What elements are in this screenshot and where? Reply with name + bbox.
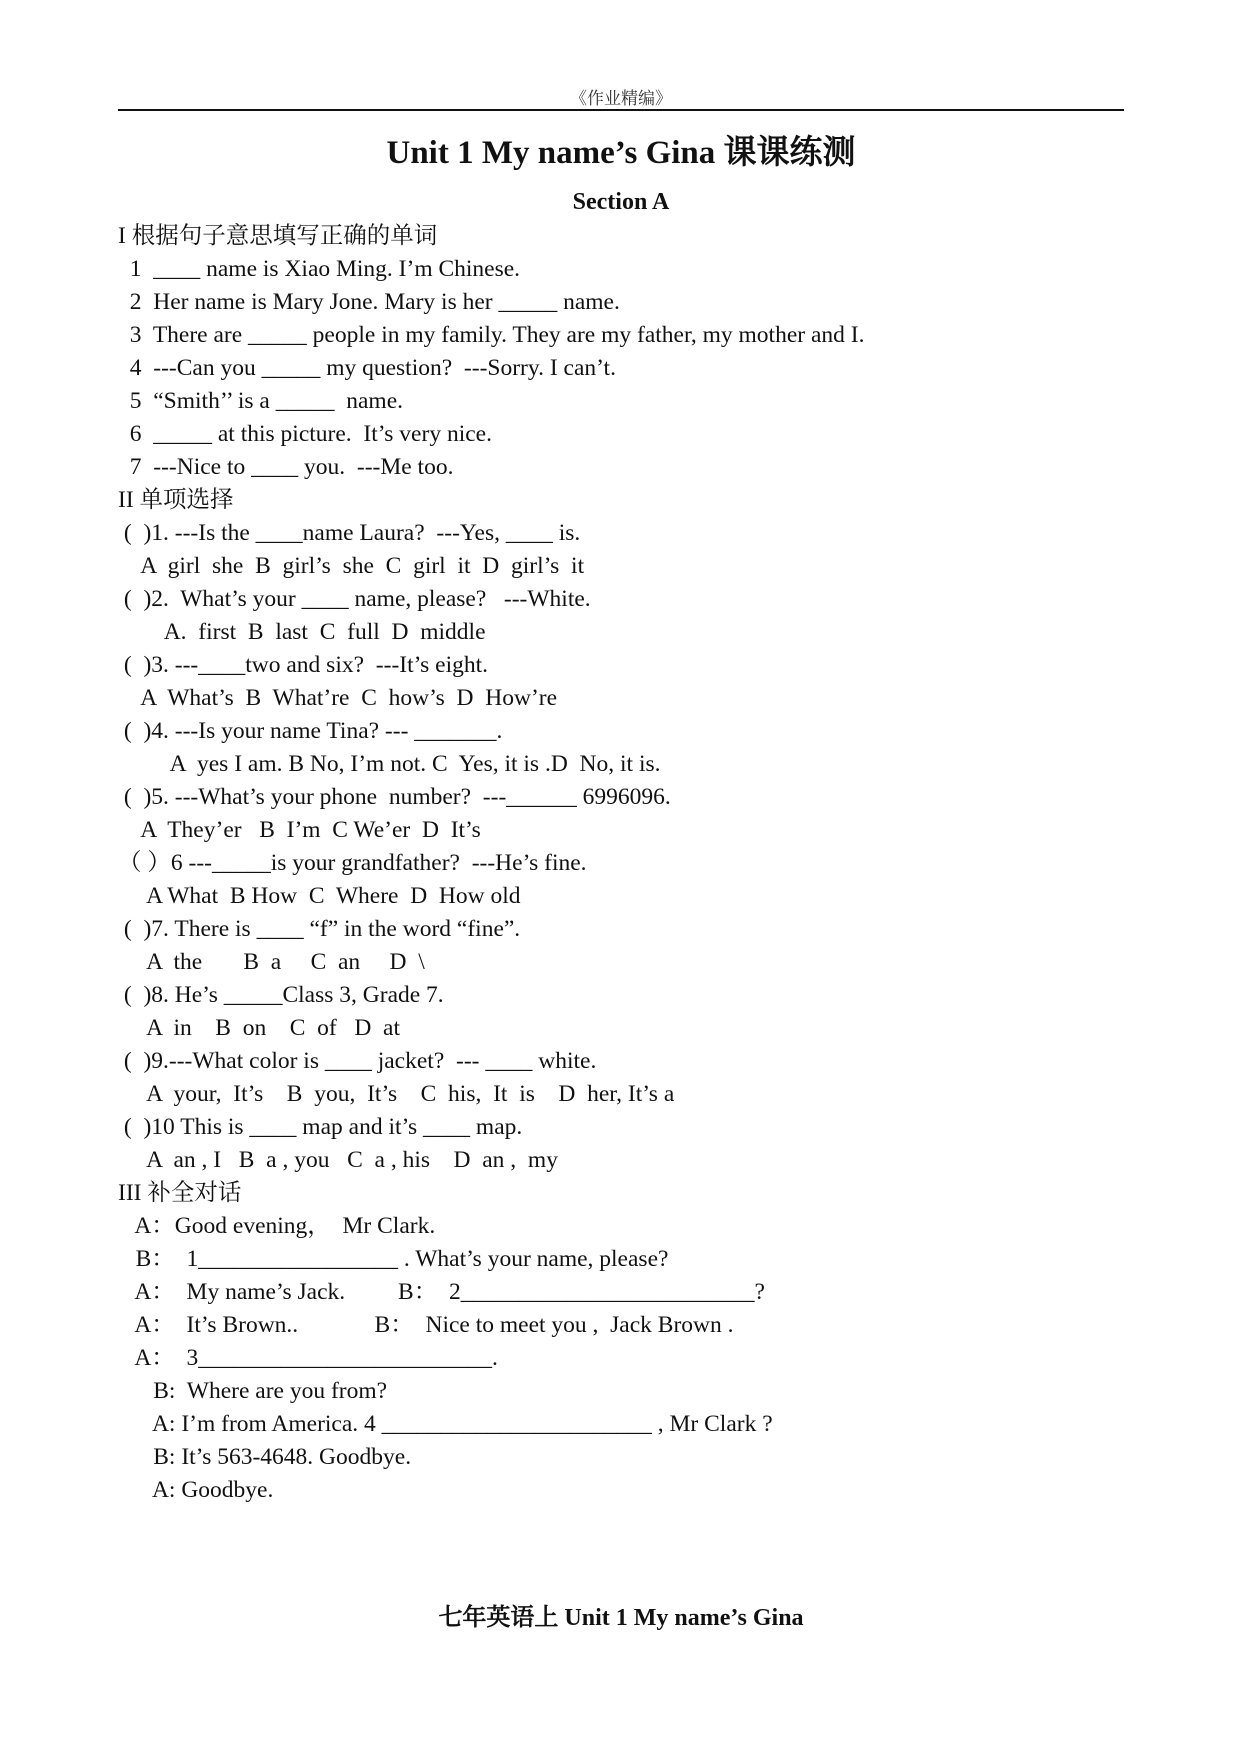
header-rule <box>118 109 1124 111</box>
dialogue-line: A： 3_________________________. <box>118 1345 498 1371</box>
dialogue-line: A： My name’s Jack. B： 2_________________________? <box>118 1279 765 1305</box>
fill-in-item: 1 ____ name is Xiao Ming. I’m Chinese. <box>118 256 521 282</box>
question-options: A. first B last C full D middle <box>118 619 486 645</box>
fill-in-item: 6 _____ at this picture. It’s very nice. <box>118 421 492 447</box>
question-options: A your, It’s B you, It’s C his, It is D her, It’s a <box>118 1081 675 1107</box>
question-item: ( )10 This is ____ map and it’s ____ map. <box>118 1114 523 1140</box>
question-item: ( )8. He’s _____Class 3, Grade 7. <box>118 982 444 1008</box>
fill-in-item: 5 “Smith’’ is a _____ name. <box>118 388 403 414</box>
question-item: ( )4. ---Is your name Tina? --- _______. <box>118 718 503 744</box>
dialogue-line: B： 1_________________ . What’s your name, please? <box>118 1246 669 1272</box>
section-subtitle: Section A <box>572 189 670 215</box>
fill-in-item: 3 There are _____ people in my family. They are my father, my mother and I. <box>118 322 865 348</box>
question-options: A an , I B a , you C a , his D an , my <box>118 1147 558 1173</box>
dialogue-line: A: Goodbye. <box>118 1477 274 1503</box>
dialogue-line: A：Good evening， Mr Clark. <box>118 1213 436 1239</box>
dialogue-line: B: It’s 563-4648. Goodbye. <box>118 1444 412 1470</box>
question-options: A What’s B What’re C how’s D How’re <box>118 685 558 711</box>
dialogue-line: A: I’m from America. 4 _______________________ , Mr Clark ? <box>118 1411 773 1437</box>
question-item: ( )1. ---Is the ____name Laura? ---Yes, ____ is. <box>118 520 581 546</box>
dialogue-line: A： It’s Brown.. B： Nice to meet you , Jack Brown . <box>118 1312 734 1338</box>
section-heading: I 根据句子意思填写正确的单词 <box>118 223 438 249</box>
question-item: ( )9.---What color is ____ jacket? --- ____ white. <box>118 1048 597 1074</box>
question-options: A yes I am. B No, I’m not. C Yes, it is .D No, it is. <box>118 751 661 777</box>
question-item: ( )2. What’s your ____ name, please? ---White. <box>118 586 591 612</box>
question-item: ( )7. There is ____ “f” in the word “fine”. <box>118 916 521 942</box>
question-item: （ ）6 ---_____is your grandfather? ---He’s fine. <box>118 850 587 876</box>
page-header: 《作业精编》 <box>570 89 672 108</box>
question-options: A in B on C of D at <box>118 1015 401 1041</box>
question-item: ( )5. ---What’s your phone number? ---______ 6996096. <box>118 784 671 810</box>
question-options: A the B a C an D \ <box>118 949 425 975</box>
section-heading: III 补全对话 <box>118 1180 242 1206</box>
question-options: A They’er B I’m C We’er D It’s <box>118 817 481 843</box>
page-footer: 七年英语上 Unit 1 My name’s Gina <box>438 1605 804 1631</box>
page-title: Unit 1 My name’s Gina 课课练测 <box>386 135 856 171</box>
question-options: A What B How C Where D How old <box>118 883 521 909</box>
question-options: A girl she B girl’s she C girl it D girl’s it <box>118 553 585 579</box>
dialogue-line: B: Where are you from? <box>118 1378 388 1404</box>
fill-in-item: 7 ---Nice to ____ you. ---Me too. <box>118 454 454 480</box>
section-heading: II 单项选择 <box>118 487 234 513</box>
question-item: ( )3. ---____two and six? ---It’s eight. <box>118 652 489 678</box>
fill-in-item: 4 ---Can you _____ my question? ---Sorry. I can’t. <box>118 355 616 381</box>
worksheet-content <box>118 220 1124 1507</box>
fill-in-item: 2 Her name is Mary Jone. Mary is her _____ name. <box>118 289 620 315</box>
